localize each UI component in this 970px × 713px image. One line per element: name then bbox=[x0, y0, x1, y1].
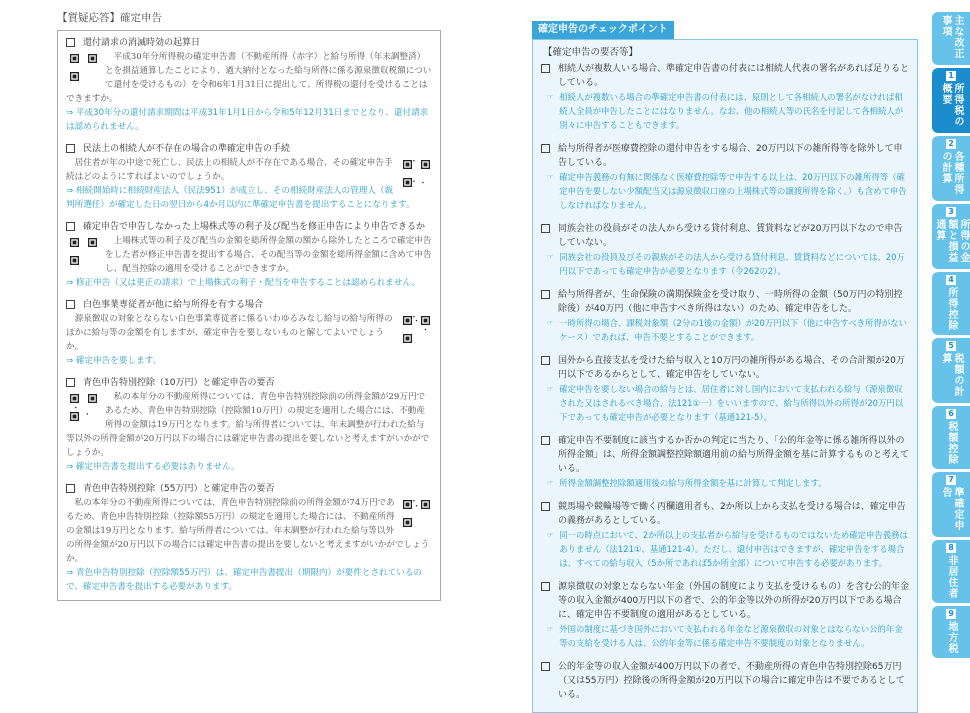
pointing-hand-icon: ☞ bbox=[547, 319, 554, 327]
qa-question: 青色申告特別控除（55万円）と確定申告の要否 bbox=[83, 484, 275, 494]
chapter-tab[interactable] bbox=[932, 338, 970, 403]
checkpoint-panel bbox=[532, 39, 918, 713]
checkbox[interactable] bbox=[66, 484, 75, 493]
qa-answer: ⇒ 確定申告書を提出する必要はありません。 bbox=[66, 462, 240, 472]
checkpoint-item bbox=[541, 434, 909, 490]
qa-item bbox=[66, 376, 432, 474]
qa-item bbox=[66, 36, 432, 134]
chapter-tab[interactable] bbox=[932, 204, 970, 269]
checkpoint-item bbox=[541, 288, 909, 344]
chapter-tab[interactable] bbox=[932, 272, 970, 335]
checkpoint-answer: 相続人が複数いる場合の準確定申告書の付表には、原則として各相続人の署名がなければ相続人全員が申告したことにはなりません。なお、他の相続人等の氏名を付記して各相続人が別々に申告することもできます。 bbox=[559, 92, 904, 130]
qa-panel bbox=[57, 30, 441, 601]
chapter-tab[interactable] bbox=[932, 472, 970, 537]
qa-answer: ⇒ 相続開始時に相続財産法人（民法951）が成立し、その相続財産法人の管理人（裁判所選任）が確定した日の翌日から4か月以内に準確定申告書を提出することになります。 bbox=[66, 186, 415, 210]
chapter-label: 準確定申告 bbox=[940, 487, 963, 531]
qr-code-icon[interactable] bbox=[70, 238, 97, 265]
checkbox[interactable] bbox=[66, 144, 75, 153]
pointing-hand-icon: ☞ bbox=[547, 385, 554, 393]
checkpoint-answer: 所得金額調整控除額適用後の給与所得金額を基に計算して判定します。 bbox=[559, 478, 827, 488]
checkbox[interactable] bbox=[66, 378, 75, 387]
checkbox[interactable] bbox=[541, 662, 550, 671]
qa-section bbox=[57, 10, 441, 601]
chapter-label: 所得の金額と損益通算 bbox=[934, 219, 969, 263]
checkpoint-item bbox=[541, 354, 909, 424]
checkbox[interactable] bbox=[66, 38, 75, 47]
pointing-hand-icon: ☞ bbox=[547, 173, 554, 181]
chapter-tab[interactable] bbox=[932, 606, 970, 658]
checkbox[interactable] bbox=[541, 144, 550, 153]
checkpoint-item bbox=[541, 142, 909, 212]
checkpoint-item bbox=[541, 580, 909, 650]
checkbox[interactable] bbox=[541, 64, 550, 73]
checkbox[interactable] bbox=[541, 502, 550, 511]
qa-item bbox=[66, 220, 432, 290]
qa-body: 私の本年分の不動産所得については、青色申告特別控除前の所得金額が74万円であるため、青色申告特別控除（控除額55万円）の規定を適用した場合には、不動産所得の金額は19万円となります。給与所得者については、年末調整が行われた給与等以外の所得金額が20万円以下の場合には確定申告書の提出を要しないと考えますがいかがでしょうか。 bbox=[66, 498, 430, 564]
qr-code-icon[interactable] bbox=[403, 500, 430, 527]
checkpoint-question: 源泉徴収の対象とならない年金（外国の制度により支払を受けるもの）を含む公的年金等の収入金額が400万円以下の者で、公的年金等以外の所得が20万円以下である場合に、確定申告不要制度の適用があるとしている。 bbox=[558, 582, 910, 620]
checkbox[interactable] bbox=[541, 290, 550, 299]
qa-body: 居住者が年の中途で死亡し、民法上の相続人が不存在である場合、その確定申告手続はどのようにすればよいのでしょうか。 bbox=[66, 158, 393, 182]
qa-answer: ⇒ 平成30年分の還付請求期間は平成31年1月1日から令和5年12月31日までとなり、還付請求は認められません。 bbox=[66, 108, 429, 132]
chapter-tab[interactable] bbox=[932, 136, 970, 201]
qa-answer: ⇒ 修正申告（又は更正の請求）で上場株式の利子・配当を申告することは認められません。 bbox=[66, 278, 421, 288]
qa-question: 民法上の相続人が不存在の場合の準確定申告の手続 bbox=[83, 144, 291, 154]
chapter-label: 税額控除 bbox=[946, 421, 957, 465]
qa-item bbox=[66, 298, 432, 368]
checkpoint-question: 競馬場や競輪場等で働く丙欄適用者も、2か所以上から支払を受ける場合は、確定申告の義務があるとしている。 bbox=[558, 502, 906, 526]
qa-body: 平成30年分所得税の確定申告書（不動産所得（赤字）と給与所得（年末調整済）とを損益通算したことにより、過大納付となった給与所得に係る源泉徴収税額について還付を受けるもの）を令和6年1月31日に提出して、所得税の還付を受けることはできますか。 bbox=[66, 52, 432, 104]
chapter-number: 3 bbox=[946, 207, 956, 217]
checkpoint-answer: 一時所得の場合、課税対象額（2分の1後の金額）が20万円以下（他に申告すべき所得がないケース）であれば、申告不要とすることができます。 bbox=[559, 318, 908, 342]
checkpoint-answer: 同族会社の役員及びその親族がその法人から受ける貸付利息、賃貸料などについては、20万円以下であっても確定申告が必要となります（令262の2）。 bbox=[559, 252, 905, 276]
qa-body: 上場株式等の利子及び配当の金額を総所得金額の額から除外したところで確定申告をした者が修正申告書を提出する場合、その配当等の金額を総所得金額に含めて申告し、配当控除の適用を受けることができますか。 bbox=[105, 236, 432, 274]
chapter-label: 各種所得の計算 bbox=[940, 151, 963, 195]
pointing-hand-icon: ☞ bbox=[547, 625, 554, 633]
checkpoint-question: 同族会社の役員がその法人から受ける貸付利息、賃貸料などが20万円以下なので申告していない。 bbox=[558, 224, 903, 248]
chapter-tab[interactable] bbox=[932, 12, 970, 65]
checkbox[interactable] bbox=[541, 224, 550, 233]
pointing-hand-icon: ☞ bbox=[547, 253, 554, 261]
qa-answer: ⇒ 青色申告特別控除（控除額55万円）は、確定申告書提出（期限内）が要件とされているので、確定申告書を提出する必要があります。 bbox=[66, 568, 423, 592]
checkpoint-item bbox=[541, 500, 909, 570]
chapter-number: 7 bbox=[946, 475, 956, 485]
checkbox[interactable] bbox=[66, 222, 75, 231]
checkpoint-item bbox=[541, 222, 909, 278]
chapter-number: 4 bbox=[946, 275, 956, 285]
qr-code-icon[interactable] bbox=[70, 54, 97, 81]
chapter-label: 主な改正事項 bbox=[940, 15, 963, 59]
checkpoint-item bbox=[541, 660, 909, 702]
checkpoint-question: 確定申告不要制度に該当するか否かの判定に当たり、「公的年金等に係る雑所得以外の所得金額」は、所得金額調整控除額適用前の給与所得金額を基に計算するものと考えている。 bbox=[558, 436, 910, 474]
qa-item bbox=[66, 142, 432, 212]
qa-question: 確定申告で申告しなかった上場株式等の利子及び配当を修正申告により申告できるか bbox=[83, 222, 426, 232]
pointing-hand-icon: ☞ bbox=[547, 93, 554, 101]
checkbox[interactable] bbox=[66, 300, 75, 309]
chapter-number: 2 bbox=[946, 139, 956, 149]
qr-code-icon[interactable] bbox=[70, 394, 97, 421]
qr-code-icon[interactable] bbox=[403, 160, 430, 187]
chapter-label: 税額の計算 bbox=[940, 353, 963, 397]
checkpoint-question: 給与所得者が、生命保険の満期保険金を受け取り、一時所得の金額（50万円の特別控除後）が40万円（他に申告すべき所得はない）のため、確定申告をした。 bbox=[558, 290, 903, 314]
chapter-number: 1 bbox=[946, 71, 956, 81]
qa-question: 還付請求の消滅時効の起算日 bbox=[83, 38, 201, 48]
qr-code-icon[interactable] bbox=[403, 316, 430, 343]
checkpoint-item bbox=[541, 62, 909, 132]
checkpoint-answer: 確定申告義務の有無に関係なく医療費控除等で申告する以上は、20万円以下の雑所得等（確定申告を要しない少額配当又は源泉徴収口座の上場株式等の譲渡所得を除く。）も含めて申告しなければなりません。 bbox=[559, 172, 907, 210]
checkbox[interactable] bbox=[541, 356, 550, 365]
qa-answer: ⇒ 確定申告を要します。 bbox=[66, 356, 162, 366]
checkbox[interactable] bbox=[541, 582, 550, 591]
chapter-number: 9 bbox=[946, 609, 956, 619]
checkpoint-answer: 確定申告を要しない場合の給与とは、居住者に対し国内において支払われる給与（源泉徴収された又はされるべき場合、法121①一）をいいますので、給与所得以外の所得が20万円以下であっても確定申告が必要となります（基通121-5）。 bbox=[559, 384, 904, 422]
checkpoint-label: 【確定申告の要否等】 bbox=[543, 47, 639, 58]
checkpoint-header: 確定申告のチェックポイント bbox=[532, 21, 674, 39]
checkpoint-section bbox=[532, 17, 918, 713]
pointing-hand-icon: ☞ bbox=[547, 479, 554, 487]
checkpoint-question: 公的年金等の収入金額が400万円以下の者で、不動産所得の青色申告特別控除65万円（又は55万円）控除後の所得金額が20万円以下の場合に確定申告は不要であるとしている。 bbox=[558, 662, 905, 700]
qa-body: 源泉徴収の対象とならない白色事業専従者に係るいわゆるみなし給与の給与所得のほかに給与等の金額を有しますが、確定申告を要しないものと解してよいでしょうか。 bbox=[66, 314, 393, 352]
chapter-label: 非居住者 bbox=[946, 555, 957, 599]
chapter-tab[interactable] bbox=[932, 68, 970, 133]
chapter-label: 所得税の概要 bbox=[940, 83, 963, 127]
checkpoint-question: 国外から直接支払を受けた給与収入と10万円の雑所得がある場合、その合計額が20万円以下であるからとして、確定申告をしていない。 bbox=[558, 356, 905, 380]
qa-body: 私の本年分の不動産所得については、青色申告特別控除前の所得金額が29万円であるため、青色申告特別控除（控除額10万円）の規定を適用した場合には、不動産所得の金額は19万円となります。給与所得者については、年末調整が行われた給与等以外の所得金額が20万円以下の場合には確定申告書の提出を要しないと考えますがいかがでしょうか。 bbox=[66, 392, 430, 458]
chapter-label: 地方税 bbox=[946, 621, 957, 654]
chapter-number: 8 bbox=[946, 543, 956, 553]
qa-question: 青色申告特別控除（10万円）と確定申告の要否 bbox=[83, 378, 275, 388]
checkpoint-answer: 外国の制度に基づき国外において支払われる年金など源泉徴収の対象とはならない公的年金等の支給を受ける人は、公的年金等に係る確定申告不要制度の対象となりません。 bbox=[559, 624, 903, 648]
pointing-hand-icon: ☞ bbox=[547, 531, 554, 539]
checkbox[interactable] bbox=[541, 436, 550, 445]
chapter-number: 5 bbox=[946, 341, 956, 351]
section-title: 【質疑応答】確定申告 bbox=[57, 12, 162, 24]
qa-question: 白色事業専従者が他に給与所得を有する場合 bbox=[83, 300, 264, 310]
chapter-tab[interactable] bbox=[932, 540, 970, 603]
checkpoint-answer: 同一の時点において、2か所以上の支払者から給与を受けるものではないため確定申告義務はありません（法121①、基通121-4）。ただし、還付申告はできますが、確定申告をする場合は、すべての給与収入（5か所であれば5か所全部）について申告する必要があります。 bbox=[559, 530, 908, 568]
checkpoint-question: 相続人が複数人いる場合、準確定申告書の付表には相続人代表の署名があれば足りるとしている。 bbox=[558, 64, 910, 88]
chapter-number: 6 bbox=[946, 409, 956, 419]
chapter-tabs bbox=[932, 12, 970, 658]
checkpoint-question: 給与所得者が医療費控除の還付申告をする場合、20万円以下の雑所得等を除外して申告している。 bbox=[558, 144, 903, 168]
chapter-tab[interactable] bbox=[932, 406, 970, 469]
chapter-label: 所得控除 bbox=[946, 287, 957, 331]
qa-item bbox=[66, 482, 432, 594]
